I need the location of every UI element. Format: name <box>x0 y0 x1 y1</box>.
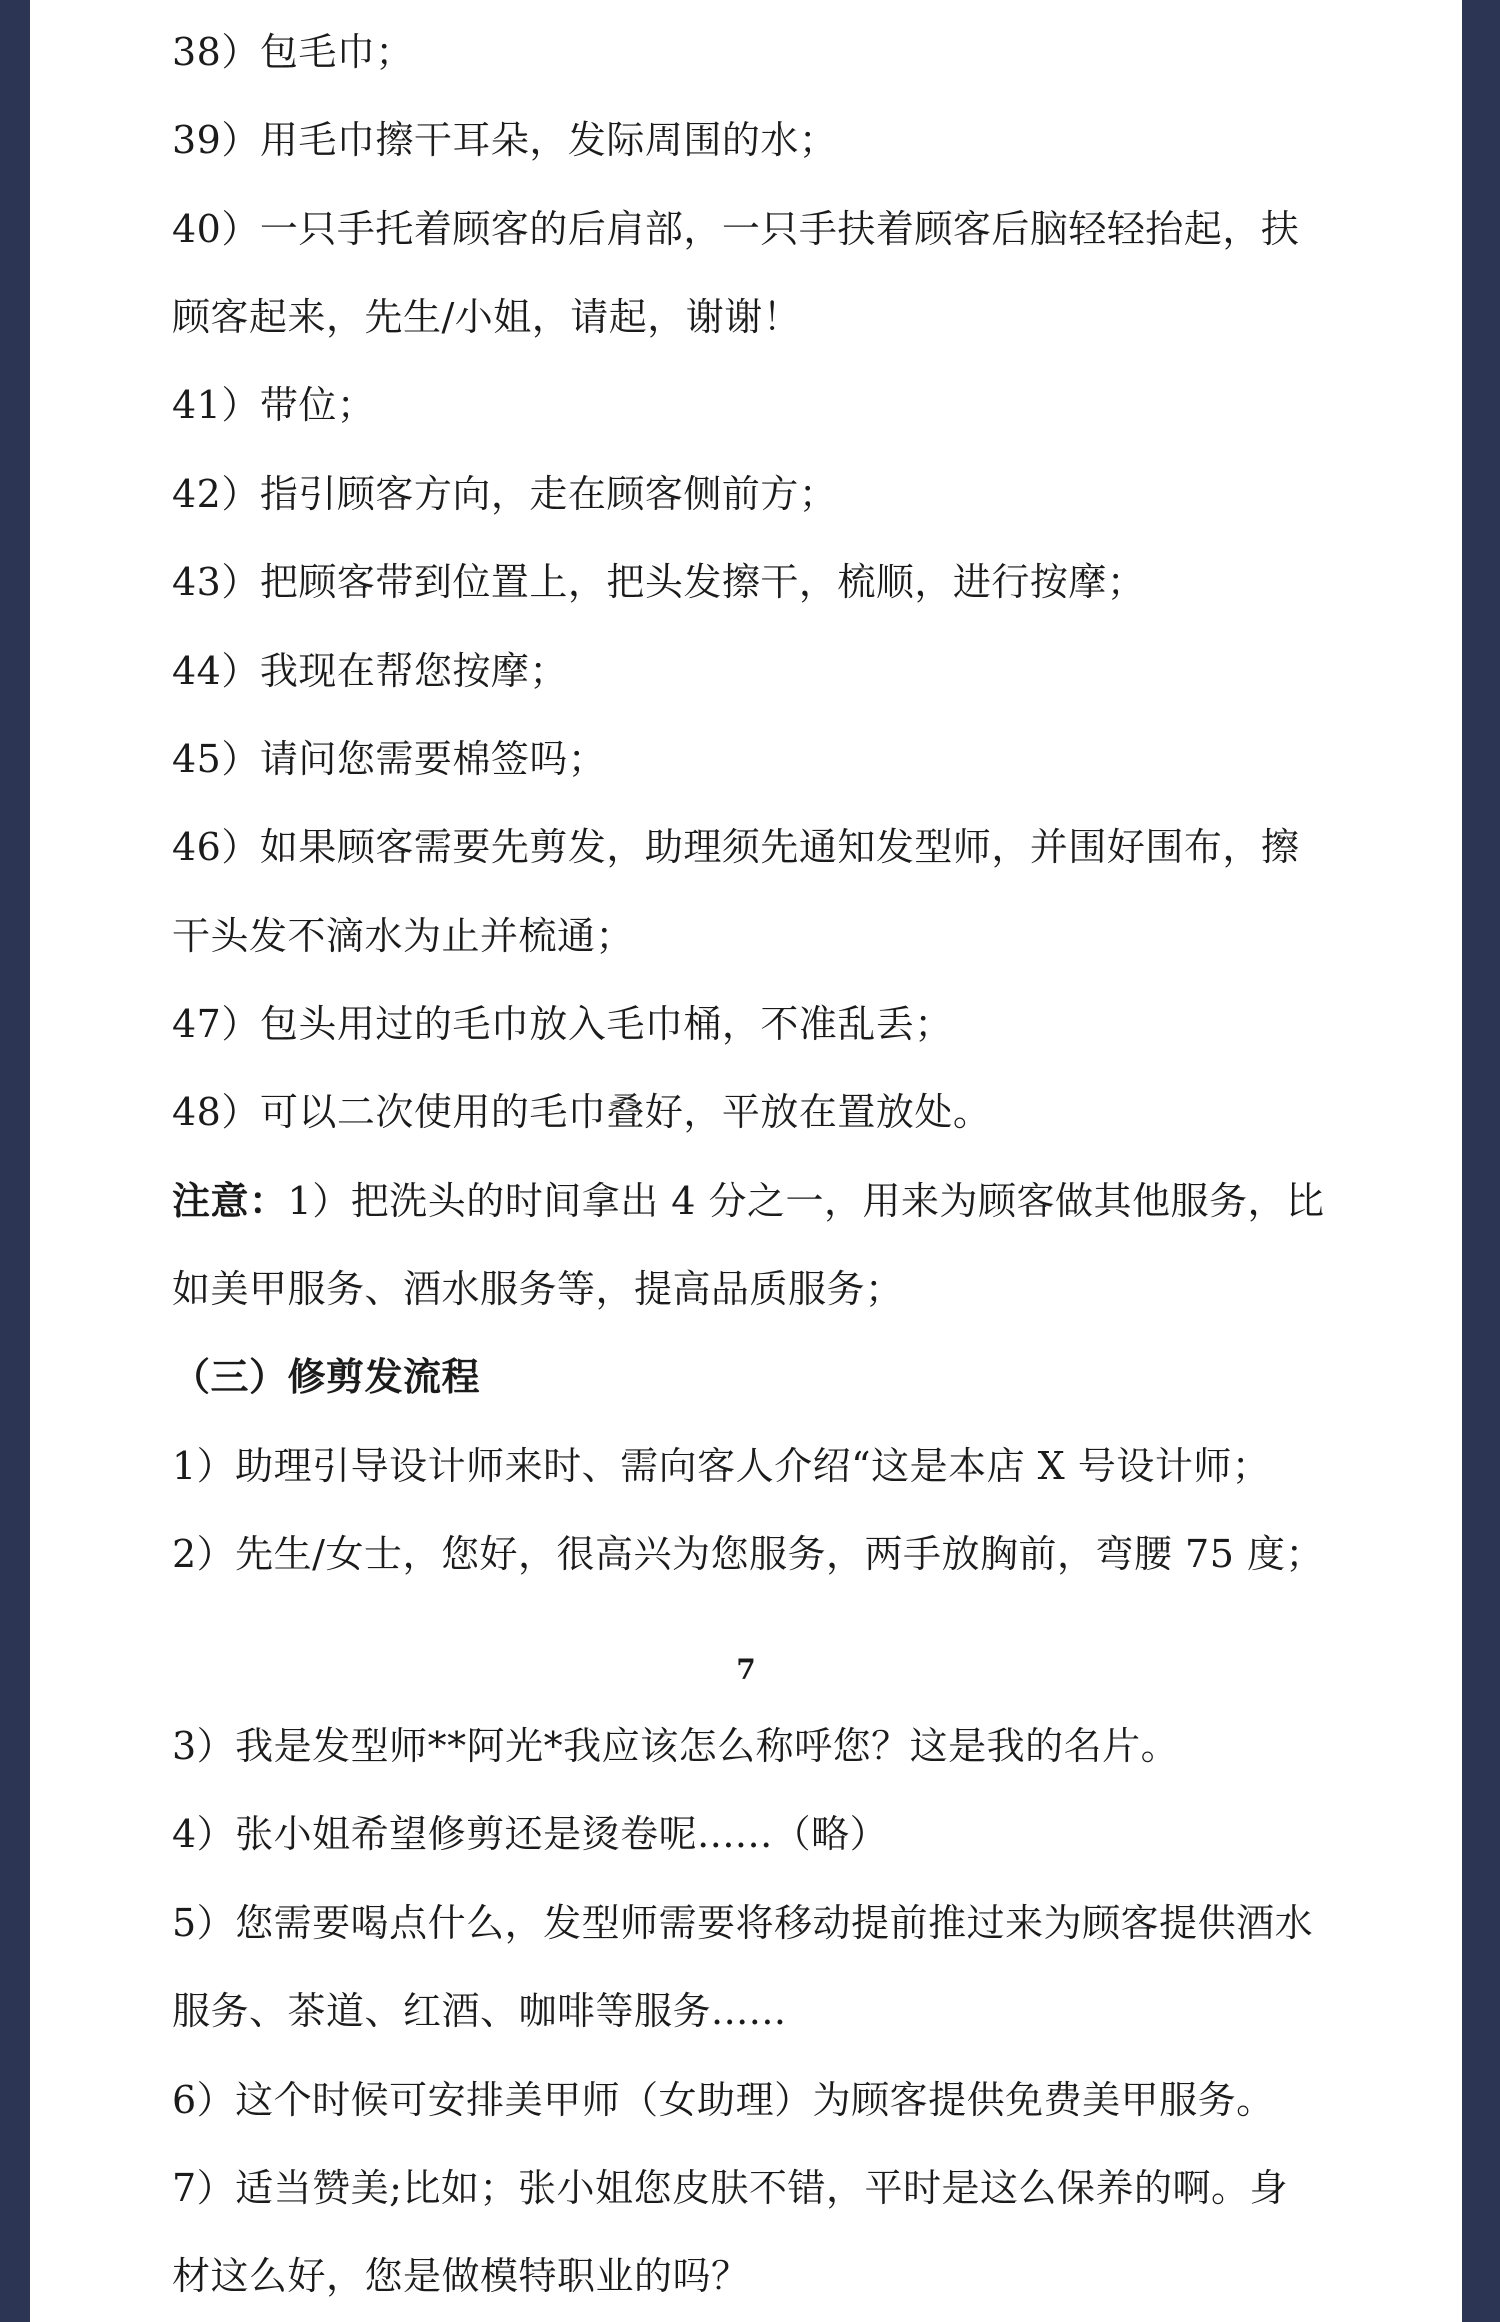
text-line: 顾客起来，先生/小姐，请起，谢谢！ <box>172 295 802 339</box>
text-line: 46）如果顾客需要先剪发，助理须先通知发型师，并围好围布，擦 <box>172 825 1300 869</box>
text-line: 40）一只手托着顾客的后肩部，一只手扶着顾客后脑轻轻抬起，扶 <box>172 207 1300 251</box>
text-line: 干头发不滴水为止并梳通； <box>172 914 635 958</box>
text-line: 6）这个时候可安排美甲师（女助理）为顾客提供免费美甲服务。 <box>172 2078 1275 2122</box>
text-line: 服务、茶道、红酒、咖啡等服务...... <box>172 1989 787 2033</box>
text-line: 47）包头用过的毛巾放入毛巾桶，不准乱丢； <box>172 1002 953 1046</box>
text-line: 42）指引顾客方向，走在顾客侧前方； <box>172 472 838 516</box>
page-number: 7 <box>736 1653 756 1686</box>
text-line: 45）请问您需要棉签吗； <box>172 737 607 781</box>
note-text: 1）把洗头的时间拿出 4 分之一，用来为顾客做其他服务，比 <box>287 1179 1325 1223</box>
document-page <box>30 0 1462 2322</box>
note-label: 注意： <box>172 1178 288 1223</box>
text-line: 44）我现在帮您按摩； <box>172 649 568 693</box>
text-line: 2）先生/女士，您好，很高兴为您服务，两手放胸前，弯腰 75 度； <box>172 1532 1324 1576</box>
text-line: 41）带位； <box>172 383 376 427</box>
section-heading: （三）修剪发流程 <box>172 1354 481 1399</box>
text-line: 1）助理引导设计师来时、需向客人介绍“这是本店 X 号设计师； <box>172 1444 1271 1488</box>
text-line: 39）用毛巾擦干耳朵，发际周围的水； <box>172 118 838 162</box>
text-line: 38）包毛巾； <box>172 30 414 74</box>
text-line: 材这么好，您是做模特职业的吗？ <box>172 2254 750 2298</box>
text-line: 如美甲服务、酒水服务等，提高品质服务； <box>172 1267 904 1311</box>
text-line: 3）我是发型师**阿光*我应该怎么称呼您？这是我的名片。 <box>172 1724 1180 1768</box>
text-line: 5）您需要喝点什么，发型师需要将移动提前推过来为顾客提供酒水 <box>172 1901 1314 1945</box>
text-line: 4）张小姐希望修剪还是烫卷呢......（略） <box>172 1812 889 1856</box>
text-line: 48）可以二次使用的毛巾叠好，平放在置放处。 <box>172 1090 992 1134</box>
text-line: 43）把顾客带到位置上，把头发擦干，梳顺，进行按摩； <box>172 560 1146 604</box>
note-line <box>172 1171 1325 1231</box>
text-line: 7）适当赞美;比如；张小姐您皮肤不错，平时是这么保养的啊。身 <box>172 2166 1288 2210</box>
